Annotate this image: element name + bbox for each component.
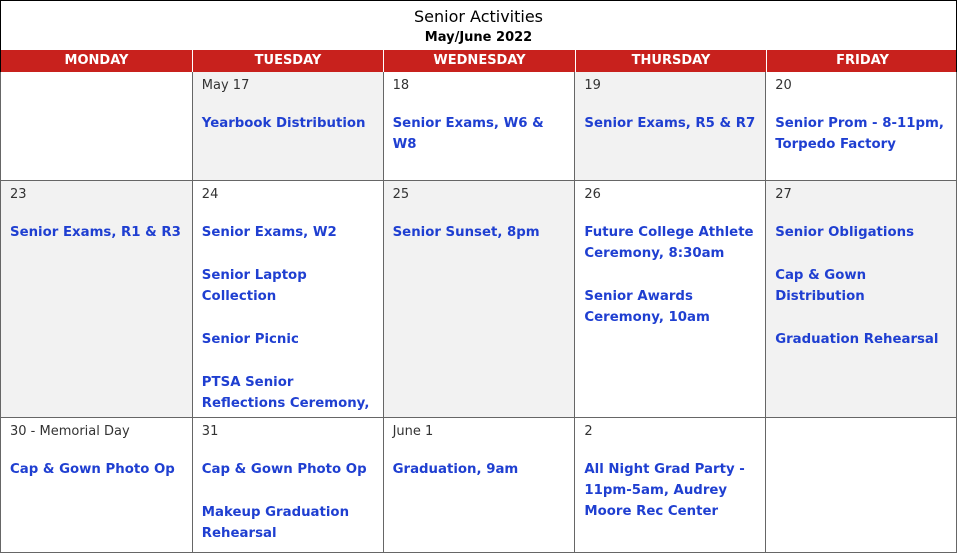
day-cell <box>193 72 384 181</box>
day-cell <box>575 418 766 553</box>
day-date: 20 <box>775 78 792 93</box>
event: Cap & Gown Photo Op <box>10 462 175 477</box>
day-date: 23 <box>10 187 27 202</box>
day-date: 27 <box>775 187 792 202</box>
day-date <box>10 78 183 94</box>
event: Future College Athlete Ceremony, 8:30am <box>584 225 754 261</box>
day-cell <box>766 181 957 418</box>
event: Senior Exams, R1 & R3 <box>10 225 181 240</box>
weekday-wednesday: WEDNESDAY <box>384 50 576 72</box>
event: Senior Picnic <box>201 332 299 347</box>
event: Graduation, 9am <box>392 462 519 477</box>
day-date: 19 <box>584 78 601 93</box>
event: Senior Exams, W2 <box>201 225 337 240</box>
event: Senior Laptop Collection <box>201 268 307 304</box>
calendar-grid <box>0 72 957 553</box>
week-row <box>0 181 957 418</box>
weekday-tuesday: TUESDAY <box>193 50 384 72</box>
event: All Night Grad Party - 11pm-5am, Audrey Moore Rec Center <box>584 462 745 519</box>
weekday-thursday: THURSDAY <box>576 50 767 72</box>
day-date <box>775 424 947 440</box>
day-cell <box>575 72 766 181</box>
event: Senior Sunset, 8pm <box>392 225 540 240</box>
day-date: 2 <box>584 424 593 439</box>
day-cell <box>384 72 576 181</box>
week-row <box>0 72 957 181</box>
weekday-monday: MONDAY <box>1 50 193 72</box>
day-date: 26 <box>584 187 601 202</box>
day-date: 25 <box>392 187 410 202</box>
event: Yearbook Distribution <box>201 116 366 131</box>
day-date: 30 - Memorial Day <box>10 424 130 439</box>
day-cell <box>193 418 384 553</box>
day-cell <box>766 72 957 181</box>
event: Cap & Gown Photo Op <box>201 462 367 477</box>
day-date: 31 <box>201 424 219 439</box>
day-cell <box>1 72 193 181</box>
calendar-subtitle: May/June 2022 <box>424 30 533 45</box>
event: Cap & Gown Distribution <box>775 268 867 304</box>
weekday-friday: FRIDAY <box>836 53 889 68</box>
day-cell <box>384 181 576 418</box>
day-cell <box>384 418 576 553</box>
event: Senior Obligations <box>775 225 914 240</box>
week-row <box>0 418 957 553</box>
event: Senior Awards Ceremony, 10am <box>584 289 710 325</box>
day-cell <box>766 418 957 553</box>
day-date: June 1 <box>392 424 434 439</box>
day-date: 24 <box>201 187 219 202</box>
day-cell <box>1 181 193 418</box>
event: PTSA Senior Reflections Ceremony, <box>201 375 370 411</box>
day-date: May 17 <box>201 78 250 93</box>
event: Makeup Graduation Rehearsal <box>201 505 350 541</box>
event: Graduation Rehearsal <box>775 332 939 347</box>
weekday-header-row <box>0 50 957 72</box>
day-cell <box>575 181 766 418</box>
calendar-title: Senior Activities <box>413 7 544 26</box>
day-cell <box>1 418 193 553</box>
calendar-header <box>0 0 957 50</box>
day-date: 18 <box>392 78 410 93</box>
event: Senior Exams, W6 & W8 <box>392 116 544 152</box>
event: Senior Exams, R5 & R7 <box>584 116 756 131</box>
event: Senior Prom - 8-11pm, Torpedo Factory <box>775 116 944 152</box>
day-cell <box>193 181 384 418</box>
